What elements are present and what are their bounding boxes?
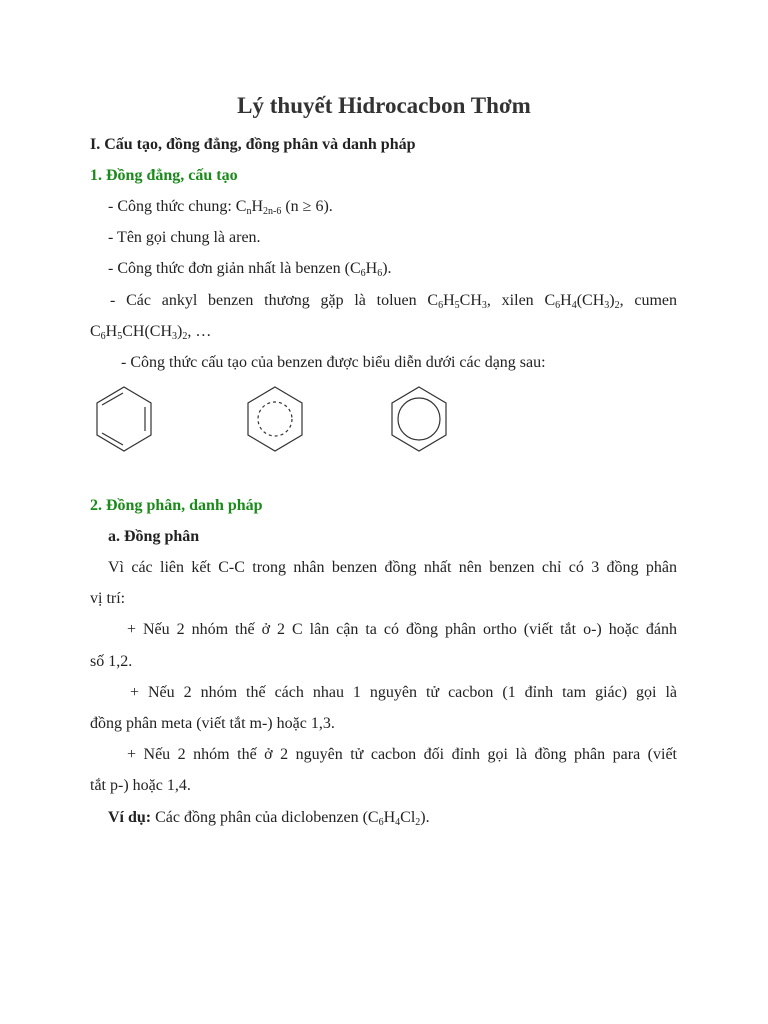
paragraph-meta-cont: đồng phân meta (viết tắt m-) hoặc 1,3. <box>90 715 335 732</box>
kekule-benzene-icon <box>92 383 156 455</box>
cumen-line: $C_6H_5CH(CH_3)_2$, … <box>90 323 212 342</box>
ankyl-line: - Các ankyl benzen thương gặp là toluen $C_6H_5CH_3$, xilen $C_6H_4(CH_3)_2$, cumen <box>110 292 677 311</box>
general-formula-line: - Công thức chung: $C_nH_{2n-6}$ (n ≥ 6). <box>108 198 333 217</box>
subsection-heading-2: 2. Đồng phân, danh pháp <box>90 497 263 514</box>
section-heading: I. Cấu tạo, đồng đẳng, đồng phân và danh pháp <box>90 136 416 153</box>
paragraph-1-cont: vị trí: <box>90 590 126 607</box>
paragraph-para: + Nếu 2 nhóm thế ở 2 nguyên tử cacbon đối đỉnh gọi là đồng phân para (viết <box>127 746 677 763</box>
structure-intro-line: - Công thức cấu tạo của benzen được biểu diễn dưới các dạng sau: <box>121 354 546 371</box>
subsection-a-heading: a. Đồng phân <box>108 528 200 545</box>
example-line: Ví dụ: Các đồng phân của diclobenzen $(C_6H_4Cl_2)$. <box>108 809 430 828</box>
dashed-circle-benzene-icon <box>243 383 307 455</box>
paragraph-meta: + Nếu 2 nhóm thế cách nhau 1 nguyên tử cacbon (1 đỉnh tam giác) gọi là <box>130 684 677 701</box>
benzen-line: - Công thức đơn giản nhất là benzen $(C_6H_6)$. <box>108 260 392 279</box>
circle-benzene-icon <box>387 383 451 455</box>
page-title: Lý thuyết Hidrocacbon Thơm <box>237 93 531 118</box>
paragraph-ortho: + Nếu 2 nhóm thế ở 2 C lân cận ta có đồng phân ortho (viết tắt o-) hoặc đánh <box>127 621 677 638</box>
subsection-heading: 1. Đồng đẳng, cấu tạo <box>90 167 238 184</box>
aren-line: - Tên gọi chung là aren. <box>108 229 261 246</box>
paragraph-1: Vì các liên kết C-C trong nhân benzen đồng nhất nên benzen chỉ có 3 đồng phân <box>108 559 677 576</box>
paragraph-ortho-cont: số 1,2. <box>90 653 133 670</box>
paragraph-para-cont: tắt p-) hoặc 1,4. <box>90 777 191 794</box>
